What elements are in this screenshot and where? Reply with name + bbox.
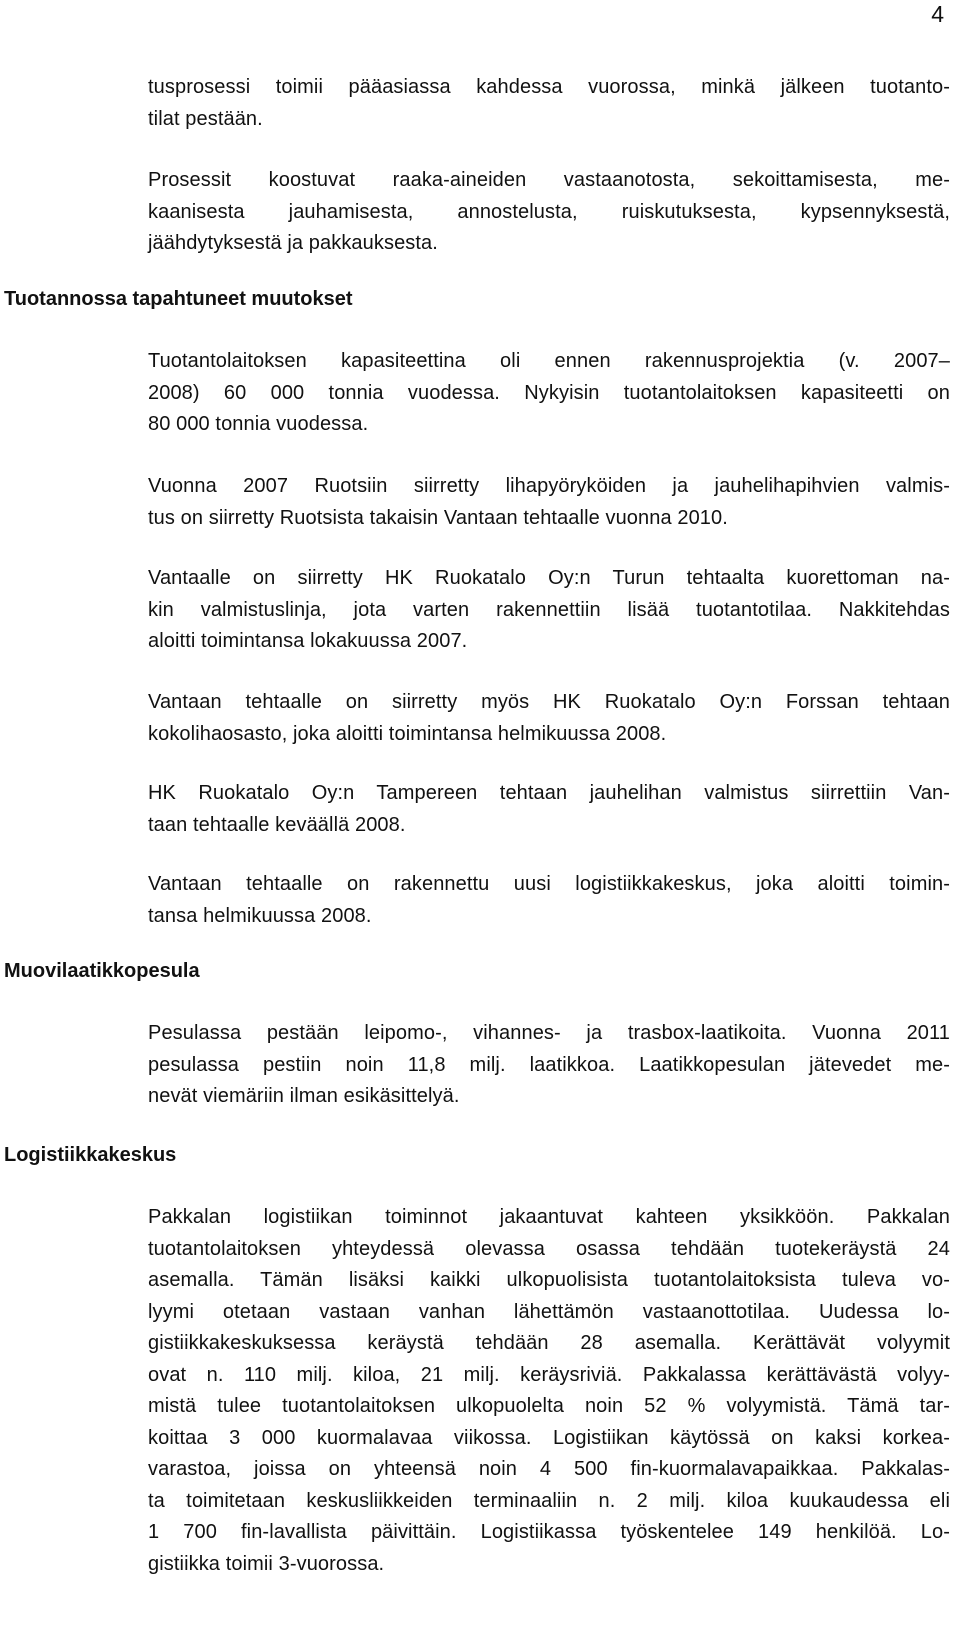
paragraph-crate-washing: [148, 1018, 950, 1113]
text-line: tuotantolaitoksen yhteydessä olevassa osassa tehdään tuotekeräystä 24: [148, 1237, 950, 1260]
paragraph-process-shifts: [148, 72, 950, 135]
heading-crate-washery: Muovilaatikkopesula: [4, 960, 200, 982]
paragraph-sausage-line: [148, 563, 950, 658]
paragraph-minced-meat: [148, 778, 950, 841]
text-line: Vantaalle on siirretty HK Ruokatalo Oy:n Turun tehtaalta kuorettoman na-: [148, 567, 950, 589]
text-line: pesulassa pestiin noin 11,8 milj. laatikkoa. Laatikkopesulan jätevedet me-: [148, 1053, 950, 1076]
text-line: Tuotantolaitoksen kapasiteettina oli ennen rakennusprojektia (v. 2007–: [148, 350, 950, 372]
heading-production-changes: Tuotannossa tapahtuneet muutokset: [4, 288, 353, 310]
text-line: gistiikkakeskuksessa keräystä tehdään 28 asemalla. Kerättävät volyymit: [148, 1332, 950, 1354]
text-line: Vuonna 2007 Ruotsiin siirretty lihapyöryköiden ja jauhelihapihvien valmis-: [148, 475, 950, 497]
paragraph-logistics-center-start: [148, 869, 950, 932]
text-line: tus on siirretty Ruotsista takaisin Vantaan tehtaalle vuonna 2010.: [148, 506, 728, 529]
paragraph-capacity: [148, 346, 950, 441]
text-line: kin valmistuslinja, jota varten rakennettiin lisää tuotantotilaa. Nakkitehdas: [148, 598, 950, 621]
paragraph-whole-meat-department: [148, 687, 950, 750]
text-line: gistiikka toimii 3-vuorossa.: [148, 1552, 385, 1575]
text-line: lyymi otetaan vastaan vanhan lähettämön vastaanottotilaa. Uudessa lo-: [148, 1300, 950, 1323]
paragraph-meatball-production: [148, 471, 950, 534]
text-line: tansa helmikuussa 2008.: [148, 904, 372, 927]
text-line: Pesulassa pestään leipomo-, vihannes- ja trasbox-laatikoita. Vuonna 2011: [148, 1022, 950, 1044]
text-line: Prosessit koostuvat raaka-aineiden vastaanotosta, sekoittamisesta, me-: [148, 169, 950, 191]
text-line: 80 000 tonnia vuodessa.: [148, 413, 369, 435]
paragraph-logistics-operations: [148, 1202, 950, 1580]
text-line: mistä tulee tuotantolaitoksen ulkopuolelta noin 52 % volyymistä. Tämä tar-: [148, 1395, 950, 1417]
text-line: kaanisesta jauhamisesta, annostelusta, ruiskutuksesta, kypsennyksestä,: [148, 200, 950, 223]
text-line: 1 700 fin-lavallista päivittäin. Logistiikassa työskentelee 149 henkilöä. Lo-: [148, 1521, 950, 1543]
text-line: ovat n. 110 milj. kiloa, 21 milj. keräysriviä. Pakkalassa kerättävästä volyy-: [148, 1363, 950, 1386]
text-line: Vantaan tehtaalle on siirretty myös HK Ruokatalo Oy:n Forssan tehtaan: [148, 691, 950, 713]
page-number: 4: [931, 1, 944, 27]
text-line: 2008) 60 000 tonnia vuodessa. Nykyisin tuotantolaitoksen kapasiteetti on: [148, 381, 950, 404]
text-line: Pakkalan logistiikan toiminnot jakaantuvat kahteen yksikköön. Pakkalan: [148, 1206, 950, 1228]
text-line: tusprosessi toimii pääasiassa kahdessa vuorossa, minkä jälkeen tuotanto-: [148, 76, 950, 98]
text-line: nevät viemäriin ilman esikäsittelyä.: [148, 1085, 460, 1107]
text-line: aloitti toimintansa lokakuussa 2007.: [148, 630, 468, 652]
text-line: varastoa, joissa on yhteensä noin 4 500 fin-kuormalavapaikkaa. Pakkalas-: [148, 1458, 950, 1480]
text-line: koittaa 3 000 kuormalavaa viikossa. Logistiikan käytössä on kaksi korkea-: [148, 1426, 950, 1449]
text-line: taan tehtaalle keväällä 2008.: [148, 813, 406, 836]
text-line: kokolihaosasto, joka aloitti toimintansa helmikuussa 2008.: [148, 722, 667, 745]
heading-logistics-center: Logistiikkakeskus: [4, 1144, 177, 1166]
text-line: HK Ruokatalo Oy:n Tampereen tehtaan jauhelihan valmistus siirrettiin Van-: [148, 782, 950, 804]
text-line: Vantaan tehtaalle on rakennettu uusi logistiikkakeskus, joka aloitti toimin-: [148, 873, 950, 895]
text-line: tilat pestään.: [148, 107, 263, 130]
text-line: jäähdytyksestä ja pakkauksesta.: [148, 232, 438, 254]
text-line: ta toimitetaan keskusliikkeiden terminaaliin n. 2 milj. kiloa kuukaudessa eli: [148, 1489, 950, 1512]
paragraph-process-steps: [148, 165, 950, 260]
text-line: asemalla. Tämän lisäksi kaikki ulkopuolisista tuotantolaitoksista tuleva vo-: [148, 1269, 950, 1291]
